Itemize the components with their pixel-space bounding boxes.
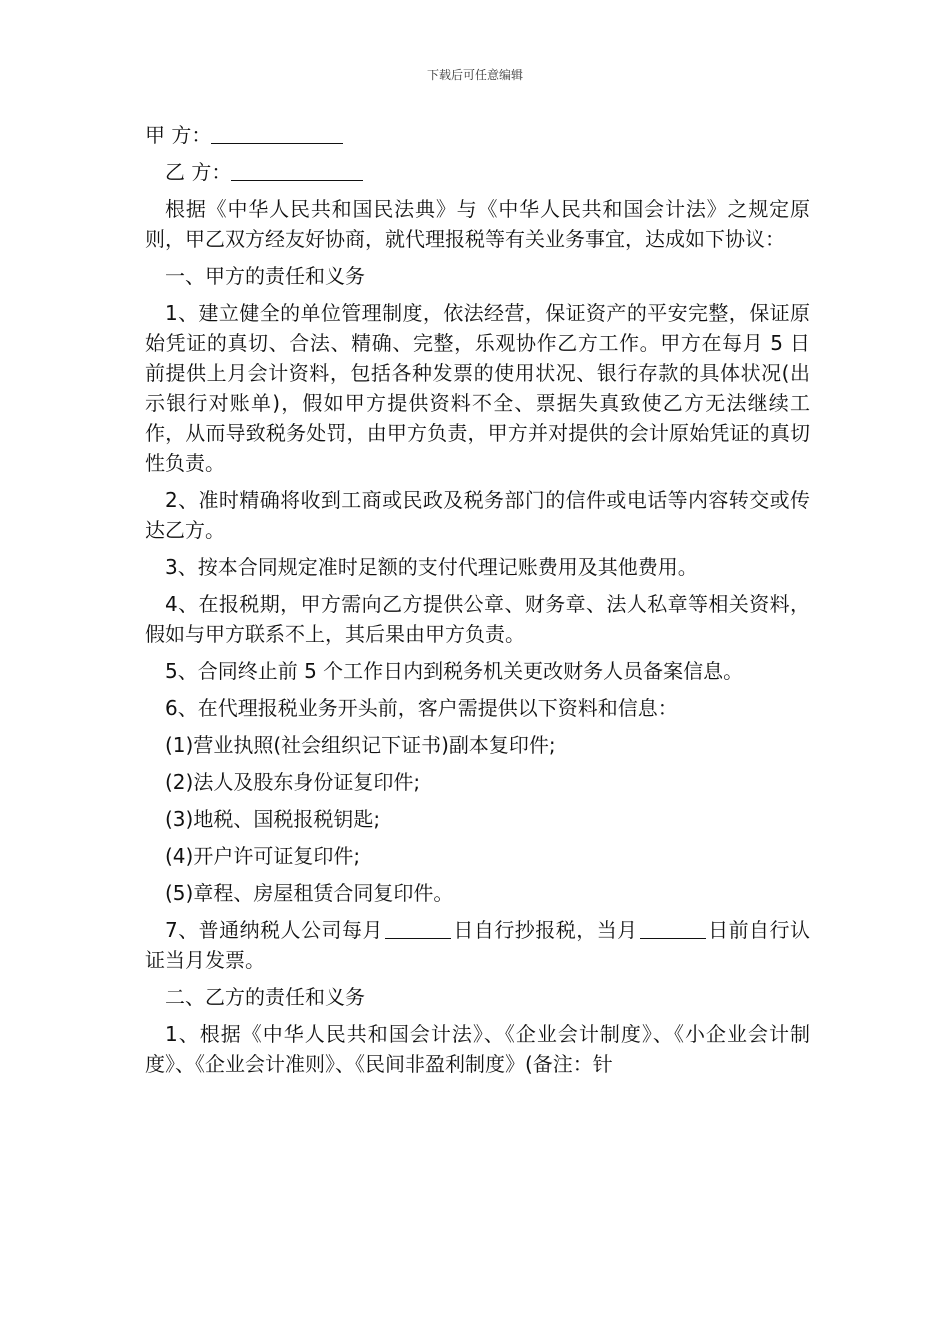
item-7-blank-2 [640, 918, 706, 939]
section-1-item-6-sub-1: (1)营业执照(社会组织记下证书)副本复印件; [165, 733, 556, 757]
section-1-item-7 [145, 915, 810, 975]
section-1-item-2: 2、准时精确将收到工商或民政及税务部门的信件或电话等内容转交或传达乙方。 [145, 488, 810, 542]
document-body [145, 120, 810, 1086]
section-1-item-6: 6、在代理报税业务开头前，客户需提供以下资料和信息： [165, 696, 678, 720]
item-7-blank-1 [385, 918, 451, 939]
section-1-item-3: 3、按本合同规定准时足额的支付代理记账费用及其他费用。 [165, 555, 698, 579]
section-2-title: 二、乙方的责任和义务 [165, 985, 365, 1009]
section-1-item-6-sub-2: (2)法人及股东身份证复印件; [165, 770, 421, 794]
party-a-label: 甲 方： [145, 123, 212, 147]
section-1-item-1: 1、建立健全的单位管理制度，依法经营，保证资产的平安完整，保证原始凭证的真切、合法、精确、完整，乐观协作乙方工作。甲方在每月 5 日前提供上月会计资料，包括各种发票的使用状况、银行存款的具体状况(出示银行对账单)，假如甲方提供资料不全、票据失真致使乙方无法继续工作，从而导致税务处罚，由甲方负责，甲方并对提供的会计原始凭证的真切性负责。 [145, 301, 810, 475]
section-2-item-1: 1、根据《中华人民共和国会计法》、《企业会计制度》、《小企业会计制度》、《企业会计准则》、《民间非盈利制度》(备注：针 [145, 1022, 810, 1076]
item-7-text-1: 7、普通纳税人公司每月 [165, 918, 383, 942]
item-7-text-3: 日前自行认证当月发票。 [145, 918, 810, 972]
section-1-item-4: 4、在报税期，甲方需向乙方提供公章、财务章、法人私章等相关资料，假如与甲方联系不上，其后果由甲方负责。 [145, 592, 810, 646]
section-1-item-5: 5、合同终止前 5 个工作日内到税务机关更改财务人员备案信息。 [165, 659, 744, 683]
intro-paragraph: 根据《中华人民共和国民法典》与《中华人民共和国会计法》之规定原则，甲乙双方经友好协商，就代理报税等有关业务事宜，达成如下协议： [145, 197, 810, 251]
party-b-line [145, 157, 810, 187]
page-header: 下载后可任意编辑 [426, 68, 523, 82]
party-a-blank [211, 123, 343, 144]
item-7-text-2: 日自行抄报税，当月 [452, 918, 638, 942]
section-1-item-6-sub-3: (3)地税、国税报税钥匙; [165, 807, 381, 831]
party-b-label: 乙 方： [165, 160, 232, 184]
section-1-item-6-sub-5: (5)章程、房屋租赁合同复印件。 [165, 881, 454, 905]
section-1-item-6-sub-4: (4)开户许可证复印件; [165, 844, 361, 868]
party-a-line [145, 120, 810, 150]
section-1-title: 一、甲方的责任和义务 [165, 264, 365, 288]
party-b-blank [231, 160, 363, 181]
